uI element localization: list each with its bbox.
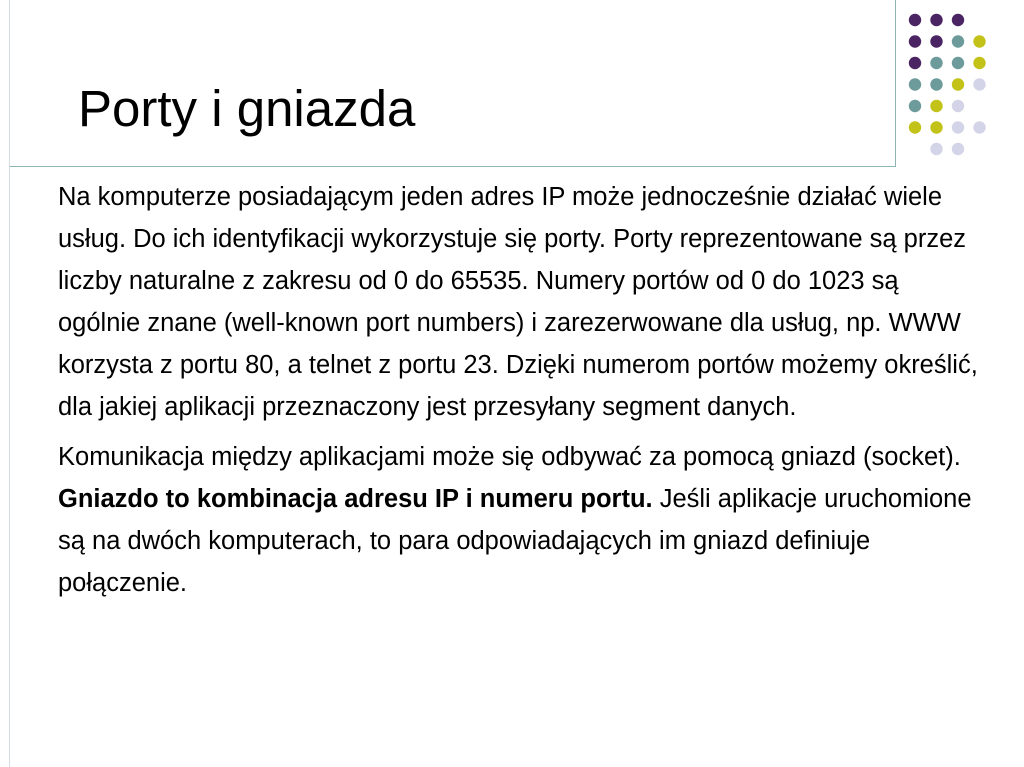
decorative-dot — [952, 121, 964, 133]
decorative-dot — [909, 14, 921, 26]
socket-definition: Gniazdo to kombinacja adresu IP i numeru portu. — [58, 485, 653, 513]
decorative-dot — [952, 35, 964, 47]
paragraph-sockets — [58, 436, 978, 604]
decorative-dot — [930, 143, 942, 155]
decorative-dot — [952, 57, 964, 69]
decorative-dot — [973, 121, 985, 133]
decorative-dot — [930, 35, 942, 47]
decorative-dot — [952, 14, 964, 26]
decorative-dot — [930, 14, 942, 26]
left-margin-line — [9, 0, 10, 767]
title-side-line — [895, 0, 896, 167]
slide-body — [58, 176, 978, 604]
title-divider-line — [10, 166, 895, 167]
decorative-dot — [952, 78, 964, 90]
paragraph-sockets-intro: Komunikacja między aplikacjami może się odbywać za pomocą gniazd (socket). — [58, 443, 961, 471]
decorative-dot — [909, 57, 921, 69]
paragraph-ports: Na komputerze posiadającym jeden adres IP może jednocześnie działać wiele usług. Do ich identyfikacji wykorzystuje się porty. Porty reprezentowane są przez liczby naturalne z zakresu od 0 do 65535. Numery portów od 0 do 1023 są ogólnie znane (well-known port numbers) i zarezerwowane dla usług, np. WWW korzysta z portu 80, a telnet z portu 23. Dzięki numerom portów możemy określić, dla jakiej aplikacji przeznaczony jest przesyłany segment danych. — [58, 183, 978, 421]
decorative-dot — [973, 35, 985, 47]
decorative-dot — [952, 143, 964, 155]
decorative-dot — [952, 100, 964, 112]
decorative-dot — [930, 57, 942, 69]
paragraph-sockets-rest: Jeśli aplikacje uruchomione są na dwóch komputerach, to para odpowiadających im gniazd definiuje połączenie. — [58, 485, 972, 597]
decorative-dot-grid — [903, 9, 1013, 164]
decorative-dot — [930, 78, 942, 90]
decorative-dot — [973, 78, 985, 90]
decorative-dot — [909, 78, 921, 90]
decorative-dot — [909, 121, 921, 133]
decorative-dot — [930, 100, 942, 112]
slide-title: Porty i gniazda — [78, 80, 416, 137]
decorative-dot — [930, 121, 942, 133]
decorative-dot — [973, 57, 985, 69]
decorative-dot — [909, 35, 921, 47]
decorative-dot — [909, 100, 921, 112]
